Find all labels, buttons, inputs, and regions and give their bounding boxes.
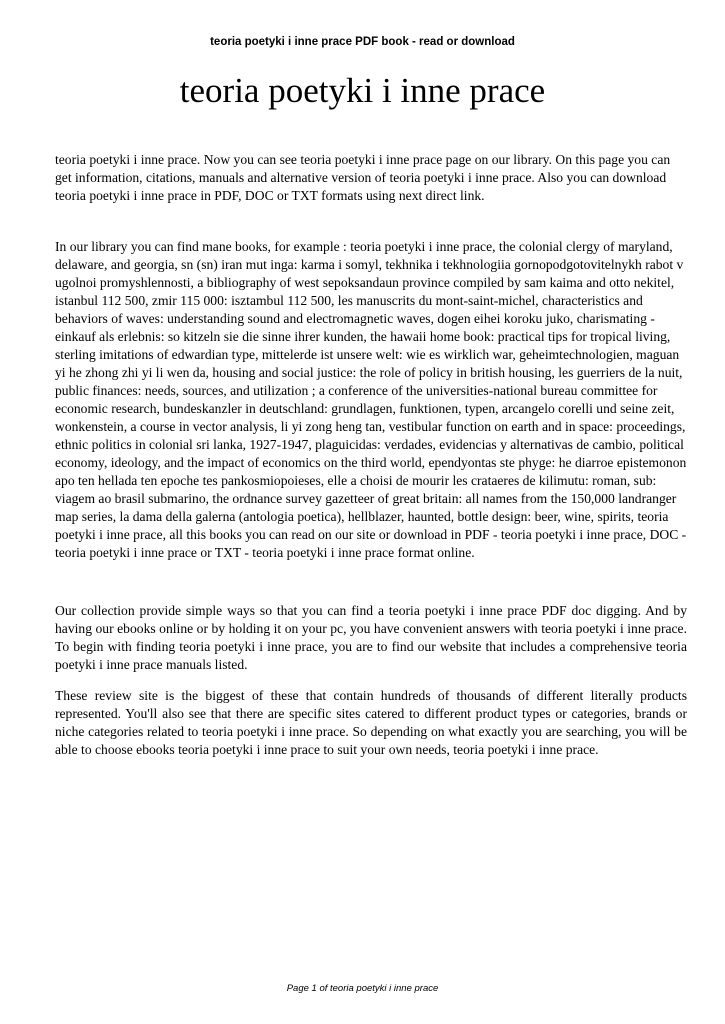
intro-paragraph: teoria poetyki i inne prace. Now you can see teoria poetyki i inne prace page on our library. On this page you can get information, citations, manuals and alternative version of teoria poetyki i inne prace. Also you can download teoria poetyki i inne prace in PDF, DOC or TXT formats using next direct link.	[55, 152, 671, 203]
review-paragraph: These review site is the biggest of these that contain hundreds of thousands of different literally products represented. You'll also see that there are specific sites catered to different product types or categories, brands or niche categories related to teoria poetyki i inne prace. So depending on what exactly you are searching, you will be able to choose ebooks teoria poetyki i inne prace to suit your own needs, teoria poetyki i inne prace.	[55, 688, 687, 757]
document-title: teoria poetyki i inne prace	[179, 71, 546, 110]
library-paragraph: In our library you can find mane books, for example : teoria poetyki i inne prace, the colonial clergy of maryland, delaware, and georgia, sn (sn) iran mut inga: karma i somyl, tekhnika i tekhnologiia gornopodgotovitelnykh rabot v ugolnoi promyshlennosti, a bibliography of west sepoksandaun province compiled by sam kaima and otto nekitel, istanbul 112 500, zmir 115 000: isztambul 112 500, les manuscrits du mont-saint-michel, characteristics and behaviors of waves: understanding sound and electromagnetic waves, dogen eihei koroku juko, charismating - einkauf als erlebnis: so kitzeln sie die sinne ihrer kunden, the hawaii home book: practical tips for tropical living, sterling imitations of edwardian type, mittelerde ist unsere welt: wie es wirklich war, geheimtechnologien, maguan yi he zhong zhi yi li wen da, housing and social justice: the role of policy in british housing, les guerriers de la nuit, public finances: needs, sources, and utilization ; a conference of the universities-national bureau committee for economic research, bundeskanzler in deutschland: grundlagen, funktionen, typen, arcangelo corelli und seine zeit, wonkenstein, a course in vector analysis, li yi zong heng tan, vestibular function on earth and in space: proceedings, ethnic politics in colonial sri lanka, 1927-1947, plaguicidas: verdades, evidencias y alternativas de cambio, political economy, ideology, and the impact of economics on the third world, ependyontas ste phyge: he diarroe epistemonon apo ten hellada ten epoche tes pankosmiopoieses, elle a choisi de mourir les crataeres de kilimutu: roman, sub: viagem ao brasil submarino, the ordnance survey gazetteer of great britain: all names from the 150,000 landranger map series, la dama della galerna (antologia poetica), hellblazer, haunted, bottle design: beer, wine, spirits, teoria poetyki i inne prace, all this books you can read on our site or download in PDF - teoria poetyki i inne prace, DOC - teoria poetyki i inne prace or TXT - teoria poetyki i inne prace format online.	[55, 239, 687, 560]
page-footer: Page 1 of teoria poetyki i inne prace	[286, 983, 439, 994]
page-header: teoria poetyki i inne prace PDF book - read or download	[210, 36, 515, 48]
collection-paragraph: Our collection provide simple ways so that you can find a teoria poetyki i inne prace PDF doc digging. And by having our ebooks online or by holding it on your pc, you have convenient answers with teoria poetyki i inne prace. To begin with finding teoria poetyki i inne prace, you are to find our website that includes a comprehensive teoria poetyki i inne prace manuals listed.	[55, 603, 687, 672]
